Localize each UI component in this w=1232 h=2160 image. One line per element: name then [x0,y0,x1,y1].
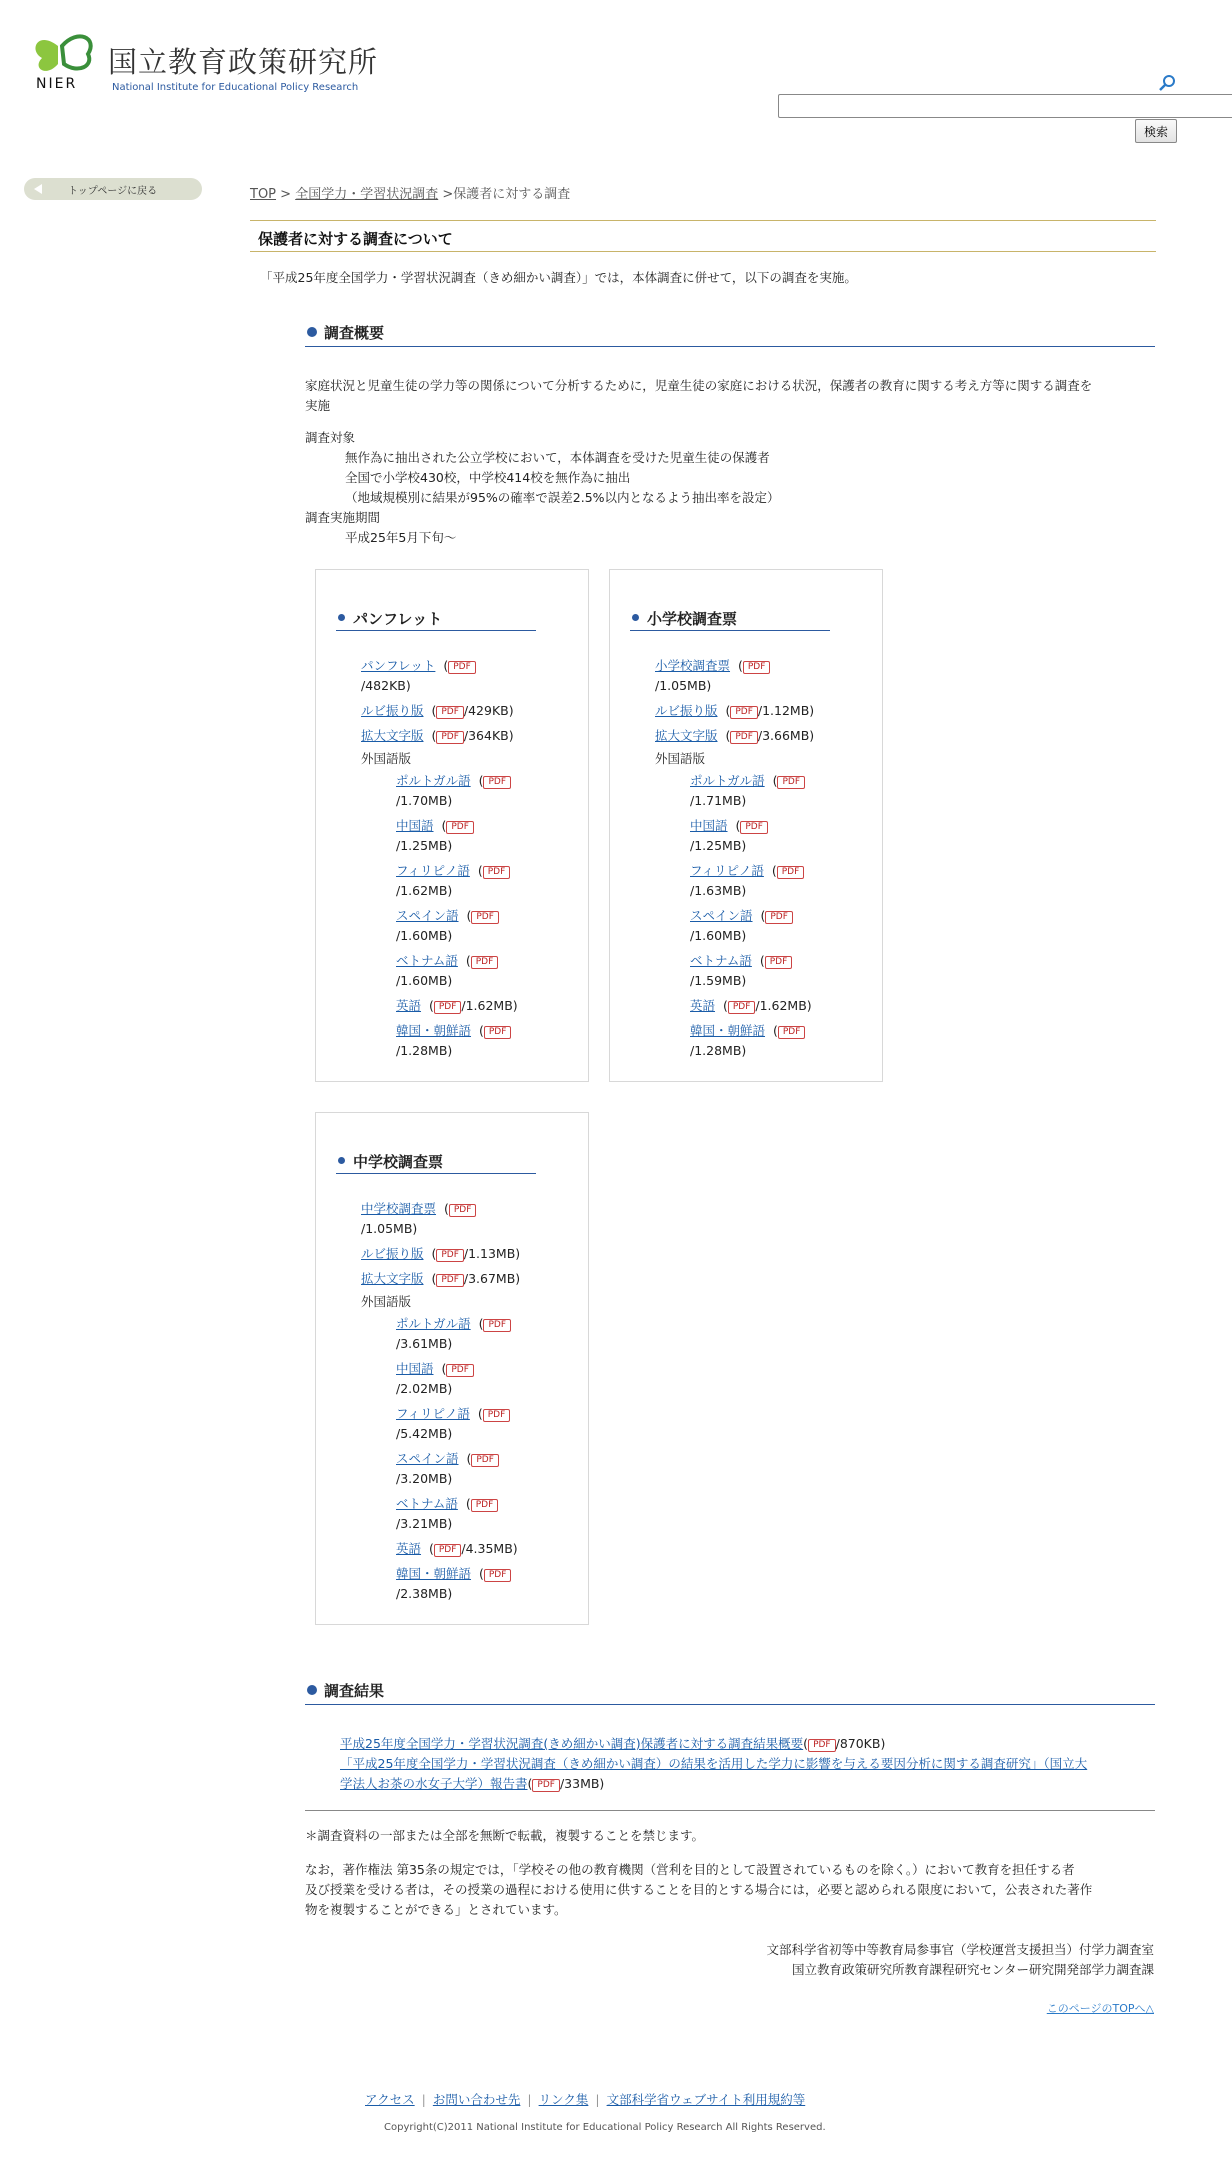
site-logo[interactable] [28,28,388,98]
download-link[interactable]: 英語 [396,1541,422,1556]
footer-link-links[interactable]: リンク集 [538,2092,589,2107]
results-heading-label: 調査結果 [324,1682,385,1700]
file-size: /1.59MB) [690,973,747,988]
download-item: 中国語 ( PDF /1.25MB) [396,816,474,856]
download-item: スペイン語 ( PDF /3.20MB) [396,1449,499,1489]
pdf-icon: PDF [436,1249,464,1262]
download-item: ルビ振り版 ( PDF /429KB) [361,703,514,718]
download-link[interactable]: スペイン語 [396,908,459,923]
file-size: /3.66MB) [757,728,815,743]
pdf-icon: PDF [484,1026,512,1039]
pdf-icon: PDF [449,1204,477,1217]
file-size: /5.42MB) [396,1426,453,1441]
results-heading [305,1676,1155,1705]
download-link[interactable]: パンフレット [361,658,436,673]
office-line: 国立教育政策研究所教育課程研究センター研究開発部学力調査課 [791,1962,1154,1977]
footer-separator: | [527,2092,532,2107]
pdf-icon: PDF [532,1779,560,1792]
overview-heading [305,318,1155,347]
file-size: /3.20MB) [396,1471,453,1486]
file-size: /33MB) [559,1776,605,1791]
download-item: 拡大文字版 ( PDF /3.66MB) [655,728,815,743]
file-size: /1.28MB) [396,1043,453,1058]
download-link[interactable]: 中国語 [690,818,728,833]
download-link[interactable]: 小学校調査票 [655,658,731,673]
download-item: ポルトガル語 ( PDF /1.71MB) [690,771,805,811]
breadcrumb-separator: > [438,187,454,202]
footer-links [365,2090,805,2108]
pdf-icon: PDF [471,911,499,924]
result-item: 「平成25年度全国学力・学習状況調査（きめ細かい調査）の結果を活用した学力に影響を与える要因分析に関する調査研究」（国立大 学法人お茶の水女子大学）報告書( PDF /33MB) [340,1756,1088,1791]
download-item: ルビ振り版 ( PDF /1.13MB) [361,1246,521,1261]
download-link[interactable]: 拡大文字版 [361,1271,424,1286]
download-link[interactable]: ルビ振り版 [361,1246,424,1261]
file-size: /3.21MB) [396,1516,453,1531]
page-top-link[interactable]: このページのTOPへ△ [1046,2002,1154,2015]
copyright: Copyright(C)2011 National Institute for Educational Policy Research All Rights Reserved. [384,2122,826,2133]
download-item: ベトナム語 ( PDF /1.59MB) [690,951,792,991]
download-link[interactable]: ベトナム語 [690,953,752,968]
back-to-top-label: トップページに戻る [68,186,158,197]
research-report-link[interactable]: 学法人お茶の水女子大学）報告書 [340,1776,528,1791]
pdf-icon: PDF [484,1569,512,1582]
footer-separator: | [595,2092,600,2107]
file-size: /1.60MB) [690,928,747,943]
pdf-icon: PDF [765,911,793,924]
pdf-icon: PDF [446,821,474,834]
download-item: パンフレット ( PDF /482KB) [361,656,476,696]
page-title: 保護者に対する調査について [258,230,453,248]
pdf-icon: PDF [743,661,771,674]
file-size: /4.35MB) [461,1541,518,1556]
left-arrow-icon [34,184,42,194]
download-link[interactable]: 韓国・朝鮮語 [396,1566,472,1581]
download-link[interactable]: 韓国・朝鮮語 [396,1023,472,1038]
breadcrumb-top-link[interactable]: TOP [250,187,277,202]
pdf-icon: PDF [777,866,805,879]
pdf-icon: PDF [446,1364,474,1377]
law-line: なお，著作権法 第35条の規定では，「学校その他の教育機関（営利を目的として設置されているものを除く。）において教育を担任する者 [305,1862,1075,1877]
box-heading-label: 小学校調査票 [647,610,738,628]
bullet-icon [307,1685,317,1695]
download-link[interactable]: スペイン語 [690,908,753,923]
download-item: 英語 ( PDF /1.62MB) [690,998,812,1013]
box-heading-label: 中学校調査票 [353,1153,444,1171]
junior-high-questionnaire-box [315,1112,589,1625]
divider [305,1810,1155,1811]
download-item: フィリピノ語 ( PDF /5.42MB) [396,1404,510,1444]
file-size: /1.70MB) [396,793,453,808]
download-link[interactable]: フィリピノ語 [396,1406,470,1421]
download-link[interactable]: フィリピノ語 [690,863,764,878]
file-size: /1.62MB) [461,998,518,1013]
foreign-language-label: 外国語版 [655,751,706,766]
pdf-icon: PDF [434,1001,462,1014]
law-line: 及び授業を受ける者は，その授業の過程における使用に供することを目的とする場合には，必要と認められる限度において，公表された著作 [305,1882,1093,1897]
file-size: /1.25MB) [396,838,453,853]
file-size: /482KB) [361,678,411,693]
pdf-icon: PDF [483,866,511,879]
download-link[interactable]: 中国語 [396,818,434,833]
results-list [340,1734,1155,1794]
office-line: 文部科学省初等中等教育局参事官（学校運営支援担当）付学力調査室 [766,1942,1154,1957]
download-link[interactable]: ベトナム語 [396,1496,458,1511]
box-heading [630,606,830,631]
responsible-office [766,1940,1154,1980]
overview-description [305,376,1092,416]
download-item: 韓国・朝鮮語 ( PDF /1.28MB) [396,1021,511,1061]
pdf-icon: PDF [740,821,768,834]
elementary-questionnaire-box [609,569,883,1082]
download-link[interactable]: フィリピノ語 [396,863,470,878]
target-line: 全国で小学校430校，中学校414校を無作為に抽出 [345,470,631,485]
download-link[interactable]: 中学校調査票 [361,1201,437,1216]
pdf-icon: PDF [808,1739,836,1752]
file-size: /1.62MB) [396,883,453,898]
pdf-icon: PDF [765,956,793,969]
box-heading [336,1149,536,1174]
search-input[interactable] [778,94,1232,118]
file-size: /1.05MB) [655,678,712,693]
footer-link-contact[interactable]: お問い合わせ先 [432,2092,521,2107]
download-item: 中学校調査票 ( PDF /1.05MB) [361,1199,476,1239]
download-link[interactable]: 英語 [690,998,716,1013]
pdf-icon: PDF [730,706,758,719]
file-size: /1.25MB) [690,838,747,853]
file-size: /870KB) [835,1736,886,1751]
foreign-language-label: 外国語版 [361,1294,412,1309]
download-item: フィリピノ語 ( PDF /1.63MB) [690,861,804,901]
download-item: フィリピノ語 ( PDF /1.62MB) [396,861,510,901]
file-size: /3.61MB) [396,1336,453,1351]
download-link[interactable]: ルビ振り版 [361,703,424,718]
download-link[interactable]: 英語 [396,998,422,1013]
pdf-icon: PDF [436,731,464,744]
target-line: （地域規模別に結果が95%の確率で誤差2.5%以内となるよう抽出率を設定） [345,490,780,505]
download-item: 英語 ( PDF /4.35MB) [396,1541,518,1556]
file-size: /2.02MB) [396,1381,453,1396]
overview-description-line: 実施 [305,398,331,413]
pdf-icon: PDF [436,1274,464,1287]
download-item: ベトナム語 ( PDF /1.60MB) [396,951,498,991]
bullet-icon [307,327,317,337]
download-item: ポルトガル語 ( PDF /1.70MB) [396,771,511,811]
bullet-icon [338,1157,345,1164]
search-button[interactable]: 検索 [1135,119,1177,143]
pdf-icon: PDF [471,956,499,969]
download-link[interactable]: ポルトガル語 [396,773,471,788]
research-report-link[interactable]: 「平成25年度全国学力・学習状況調査（きめ細かい調査）の結果を活用した学力に影響を与える要因分析に関する調査研究」（国立大 [340,1756,1088,1771]
file-size: /1.63MB) [690,883,747,898]
intro-text: 「平成25年度全国学力・学習状況調査（きめ細かい調査）」では，本体調査に併せて，以下の調査を実施。 [260,270,857,285]
page-title-bar [250,220,1156,252]
download-item: 拡大文字版 ( PDF /3.67MB) [361,1271,521,1286]
pdf-icon: PDF [483,1319,511,1332]
pdf-icon: PDF [434,1544,462,1557]
foreign-language-label: 外国語版 [361,751,412,766]
result-item: 平成25年度全国学力・学習状況調査(きめ細かい調査)保護者に対する調査結果概要( PDF /870KB) [340,1736,886,1751]
pdf-icon: PDF [436,706,464,719]
file-size: /2.38MB) [396,1586,453,1601]
download-item: 拡大文字版 ( PDF /364KB) [361,728,514,743]
file-size: /1.60MB) [396,973,453,988]
pdf-icon: PDF [777,776,805,789]
pdf-icon: PDF [471,1454,499,1467]
file-size: /1.62MB) [755,998,812,1013]
breadcrumb-separator: > [276,187,296,202]
pdf-icon: PDF [778,1026,806,1039]
logo-title-jp: 国立教育政策研究所 [108,45,379,79]
download-item: スペイン語 ( PDF /1.60MB) [396,906,499,946]
target-label: 調査対象 [305,430,356,445]
file-size: /1.28MB) [690,1043,747,1058]
overview-details [305,428,780,548]
overview-heading-label: 調査概要 [324,324,385,342]
download-item: 中国語 ( PDF /2.02MB) [396,1359,474,1399]
box-heading-label: パンフレット [353,610,443,628]
copyright-notice: ＊調査資料の一部または全部を無断で転載，複製することを禁じます。 [305,1828,705,1843]
bullet-icon [632,614,639,621]
download-link[interactable]: ベトナム語 [396,953,458,968]
download-item: 韓国・朝鮮語 ( PDF /1.28MB) [690,1021,805,1061]
download-item: スペイン語 ( PDF /1.60MB) [690,906,793,946]
file-size: /3.67MB) [463,1271,521,1286]
search-icon [1158,74,1176,92]
file-size: /429KB) [463,703,514,718]
download-item: ベトナム語 ( PDF /3.21MB) [396,1494,498,1534]
logo-title-en: National Institute for Educational Policy Research [112,82,359,93]
footer-separator: | [421,2092,426,2107]
bullet-icon [338,614,345,621]
download-item: 韓国・朝鮮語 ( PDF /2.38MB) [396,1564,511,1604]
download-item: ポルトガル語 ( PDF /3.61MB) [396,1314,511,1354]
download-item: ルビ振り版 ( PDF /1.12MB) [655,703,815,718]
file-size: /1.12MB) [757,703,815,718]
pdf-icon: PDF [728,1001,756,1014]
download-link[interactable]: ポルトガル語 [690,773,765,788]
period-value: 平成25年5月下旬〜 [345,530,457,545]
period-label: 調査実施期間 [305,510,381,525]
download-link[interactable]: ポルトガル語 [396,1316,471,1331]
file-size: /1.60MB) [396,928,453,943]
law-line: 物を複製することができる」とされています。 [305,1902,567,1917]
download-link[interactable]: 拡大文字版 [361,728,424,743]
target-line: 無作為に抽出された公立学校において，本体調査を受けた児童生徒の保護者 [345,450,770,465]
download-link[interactable]: ルビ振り版 [655,703,718,718]
file-size: /1.71MB) [690,793,747,808]
download-link[interactable]: 中国語 [396,1361,434,1376]
download-link[interactable]: スペイン語 [396,1451,459,1466]
breadcrumb-current: 保護者に対する調査 [453,187,571,202]
pdf-icon: PDF [483,776,511,789]
breadcrumb [250,183,570,202]
download-link[interactable]: 拡大文字版 [655,728,718,743]
pamphlet-box [315,569,589,1082]
pdf-icon: PDF [730,731,758,744]
pdf-icon: PDF [471,1499,499,1512]
file-size: /1.13MB) [463,1246,521,1261]
download-item: 英語 ( PDF /1.62MB) [396,998,518,1013]
logo-abbr: NIER [36,76,78,92]
download-item: 中国語 ( PDF /1.25MB) [690,816,768,856]
footer-link-terms[interactable]: 文部科学省ウェブサイト利用規約等 [606,2092,806,2107]
file-size: /1.05MB) [361,1221,418,1236]
breadcrumb-parent-link[interactable]: 全国学力・学習状況調査 [295,187,439,202]
file-size: /364KB) [463,728,514,743]
pdf-icon: PDF [448,661,476,674]
download-link[interactable]: 韓国・朝鮮語 [690,1023,766,1038]
overview-description-line: 家庭状況と児童生徒の学力等の関係について分析するために，児童生徒の家庭における状況，保護者の教育に関する考え方等に関する調査を [305,378,1093,393]
box-heading [336,606,536,631]
download-item: 小学校調査票 ( PDF /1.05MB) [655,656,770,696]
footer-link-access[interactable]: アクセス [365,2092,415,2107]
copyright-law-note [305,1860,1155,1920]
pdf-icon: PDF [483,1409,511,1422]
result-summary-link[interactable]: 平成25年度全国学力・学習状況調査(きめ細かい調査)保護者に対する調査結果概要 [340,1736,804,1751]
back-to-top-page-button[interactable] [24,178,202,200]
